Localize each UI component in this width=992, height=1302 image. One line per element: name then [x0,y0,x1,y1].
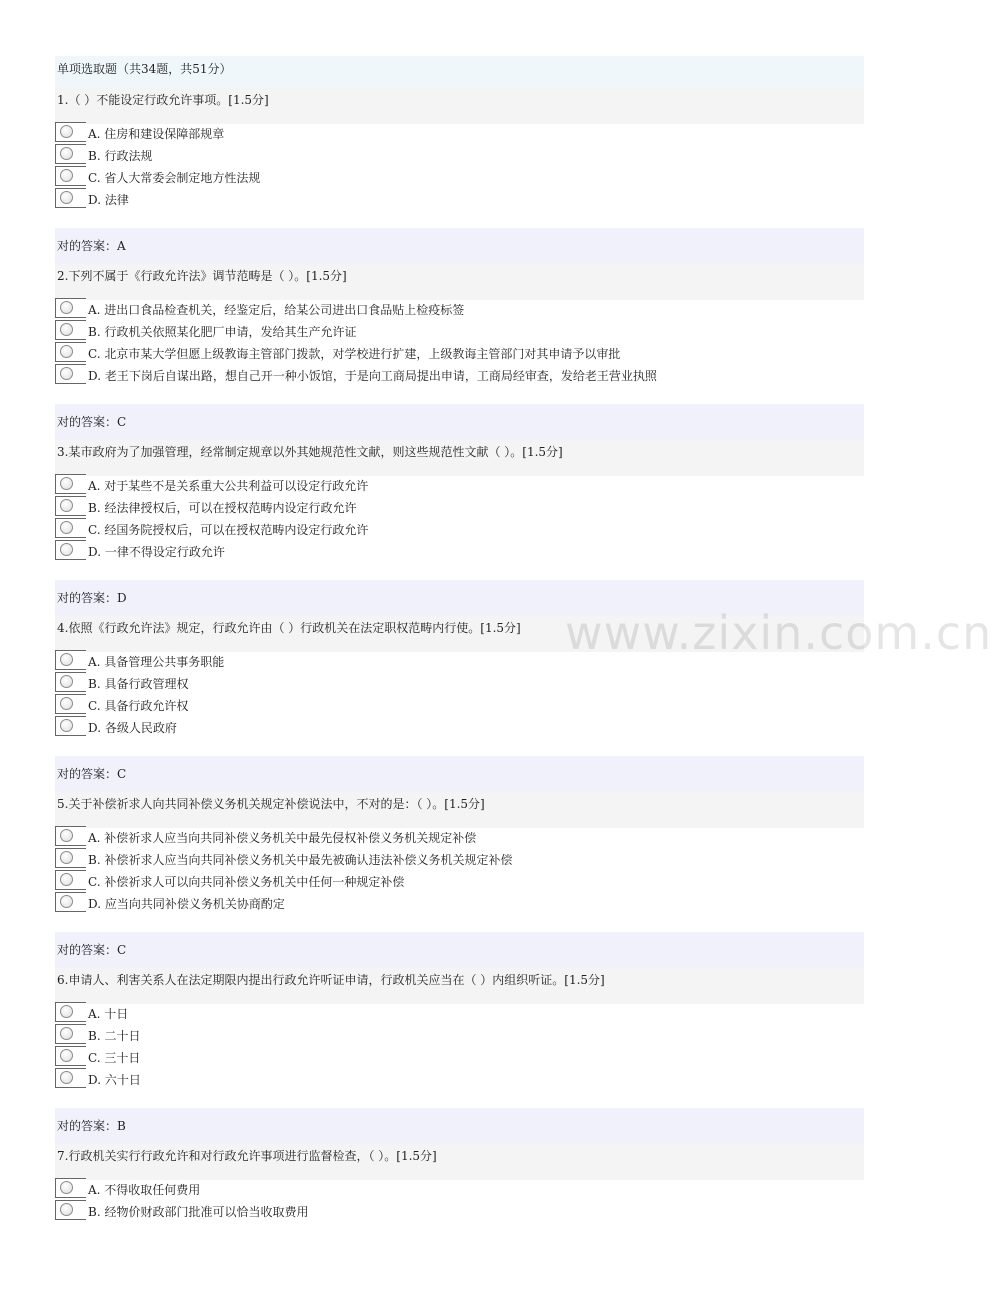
option-row[interactable] [55,852,864,874]
radio-box[interactable] [55,672,86,692]
option-row[interactable] [55,478,864,500]
option-row[interactable] [55,1028,864,1050]
question-text: 3.某市政府为了加强管理，经常制定规章以外其她规范性文献，则这些规范性文献（ ）。[1.5分] [55,440,864,476]
option-label: B. 行政法规 [88,149,153,163]
radio-box[interactable] [55,694,86,714]
radio-box[interactable] [55,496,86,516]
radio-icon[interactable] [60,697,73,710]
question-text: 2.下列不属于《行政允许法》调节范畴是（ ）。[1.5分] [55,264,864,300]
question-list [55,88,864,1226]
option-label: D. 老王下岗后自谋出路，想自己开一种小饭馆，于是向工商局提出申请，工商局经审查，发给老王营业执照 [88,369,657,383]
option-row[interactable] [55,170,864,192]
radio-box[interactable] [55,518,86,538]
radio-box[interactable] [55,870,86,890]
radio-box[interactable] [55,188,86,208]
question-text: 1.（ ）不能设定行政允许事项。[1.5分] [55,88,864,124]
radio-icon[interactable] [60,1005,73,1018]
radio-icon[interactable] [60,829,73,842]
option-row[interactable] [55,324,864,346]
radio-icon[interactable] [60,367,73,380]
option-label: A. 住房和建设保障部规章 [88,127,225,141]
radio-icon[interactable] [60,719,73,732]
option-label: A. 补偿祈求人应当向共同补偿义务机关中最先侵权补偿义务机关规定补偿 [88,831,477,845]
option-label: B. 经物价财政部门批准可以恰当收取费用 [88,1205,309,1219]
radio-box[interactable] [55,298,86,318]
option-label: A. 十日 [88,1007,129,1021]
question-text: 4.依照《行政允许法》规定，行政允许由（ ）行政机关在法定职权范畴内行使。[1.5分] [55,616,864,652]
option-label: A. 对于某些不是关系重大公共利益可以设定行政允许 [88,479,369,493]
option-group [55,654,864,742]
radio-icon[interactable] [60,675,73,688]
radio-box[interactable] [55,650,86,670]
radio-box[interactable] [55,1068,86,1088]
radio-box[interactable] [55,848,86,868]
radio-icon[interactable] [60,1071,73,1084]
radio-icon[interactable] [60,1049,73,1062]
option-group [55,478,864,566]
radio-icon[interactable] [60,851,73,864]
radio-icon[interactable] [60,1181,73,1194]
correct-answer: 对的答案：B [55,1108,864,1144]
option-label: C. 经国务院授权后，可以在授权范畴内设定行政允许 [88,523,369,537]
option-row[interactable] [55,544,864,566]
option-row[interactable] [55,368,864,390]
correct-answer: 对的答案：A [55,228,864,264]
option-label: D. 各级人民政府 [88,721,177,735]
radio-icon[interactable] [60,873,73,886]
question-text: 6.申请人、利害关系人在法定期限内提出行政允许听证申请，行政机关应当在（ ）内组织听证。[1.5分] [55,968,864,1004]
option-label: B. 经法律授权后，可以在授权范畴内设定行政允许 [88,501,357,515]
option-row[interactable] [55,126,864,148]
correct-answer: 对的答案：C [55,932,864,968]
question-text: 5.关于补偿祈求人向共同补偿义务机关规定补偿说法中，不对的是：（ ）。[1.5分] [55,792,864,828]
option-label: A. 不得收取任何费用 [88,1183,201,1197]
radio-box[interactable] [55,122,86,142]
option-label: C. 三十日 [88,1051,141,1065]
option-label: B. 具备行政管理权 [88,677,189,691]
correct-answer: 对的答案：C [55,756,864,792]
option-label: B. 行政机关依照某化肥厂申请，发给其生产允许证 [88,325,357,339]
radio-icon[interactable] [60,521,73,534]
option-row[interactable] [55,720,864,742]
radio-box[interactable] [55,826,86,846]
radio-box[interactable] [55,1178,86,1198]
radio-box[interactable] [55,892,86,912]
radio-icon[interactable] [60,1203,73,1216]
option-row[interactable] [55,830,864,852]
radio-icon[interactable] [60,895,73,908]
option-row[interactable] [55,500,864,522]
radio-icon[interactable] [60,169,73,182]
option-label: A. 具备管理公共事务职能 [88,655,225,669]
radio-icon[interactable] [60,345,73,358]
radio-icon[interactable] [60,499,73,512]
radio-icon[interactable] [60,543,73,556]
option-group [55,126,864,214]
option-row[interactable] [55,1006,864,1028]
option-group [55,302,864,390]
option-label: D. 法律 [88,193,129,207]
option-label: B. 补偿祈求人应当向共同补偿义务机关中最先被确认违法补偿义务机关规定补偿 [88,853,513,867]
option-label: D. 六十日 [88,1073,141,1087]
radio-icon[interactable] [60,147,73,160]
radio-box[interactable] [55,1002,86,1022]
option-label: C. 北京市某大学但愿上级教诲主管部门拨款，对学校进行扩建，上级教诲主管部门对其申请予以审批 [88,347,621,361]
option-row[interactable] [55,654,864,676]
radio-icon[interactable] [60,301,73,314]
option-label: D. 应当向共同补偿义务机关协商酌定 [88,897,285,911]
correct-answer: 对的答案：C [55,404,864,440]
option-row[interactable] [55,522,864,544]
section-header: 单项选取题（共34题，共51分） [55,56,864,88]
option-row[interactable] [55,148,864,170]
radio-icon[interactable] [60,653,73,666]
radio-box[interactable] [55,320,86,340]
radio-icon[interactable] [60,125,73,138]
correct-answer: 对的答案：D [55,580,864,616]
radio-box[interactable] [55,364,86,384]
radio-box[interactable] [55,342,86,362]
option-row[interactable] [55,896,864,918]
option-group [55,1182,864,1226]
radio-box[interactable] [55,474,86,494]
radio-box[interactable] [55,166,86,186]
option-row[interactable] [55,346,864,368]
radio-icon[interactable] [60,323,73,336]
radio-box[interactable] [55,1046,86,1066]
option-row[interactable] [55,1204,864,1226]
option-label: C. 补偿祈求人可以向共同补偿义务机关中任何一种规定补偿 [88,875,405,889]
radio-icon[interactable] [60,191,73,204]
radio-box[interactable] [55,1024,86,1044]
option-group [55,1006,864,1094]
option-row[interactable] [55,1182,864,1204]
question-text: 7.行政机关实行行政允许和对行政允许事项进行监督检查，（ ）。[1.5分] [55,1144,864,1180]
option-group [55,830,864,918]
option-row[interactable] [55,874,864,896]
option-label: B. 二十日 [88,1029,141,1043]
radio-box[interactable] [55,144,86,164]
option-row[interactable] [55,676,864,698]
radio-box[interactable] [55,716,86,736]
option-row[interactable] [55,192,864,214]
radio-icon[interactable] [60,477,73,490]
option-label: A. 进出口食品检查机关，经鉴定后，给某公司进出口食品贴上检疫标签 [88,303,465,317]
option-label: C. 省人大常委会制定地方性法规 [88,171,261,185]
option-label: C. 具备行政允许权 [88,699,189,713]
radio-box[interactable] [55,540,86,560]
quiz-sheet [55,56,864,1226]
option-row[interactable] [55,1050,864,1072]
radio-box[interactable] [55,1200,86,1220]
option-label: D. 一律不得设定行政允许 [88,545,225,559]
option-row[interactable] [55,302,864,324]
radio-icon[interactable] [60,1027,73,1040]
option-row[interactable] [55,1072,864,1094]
option-row[interactable] [55,698,864,720]
